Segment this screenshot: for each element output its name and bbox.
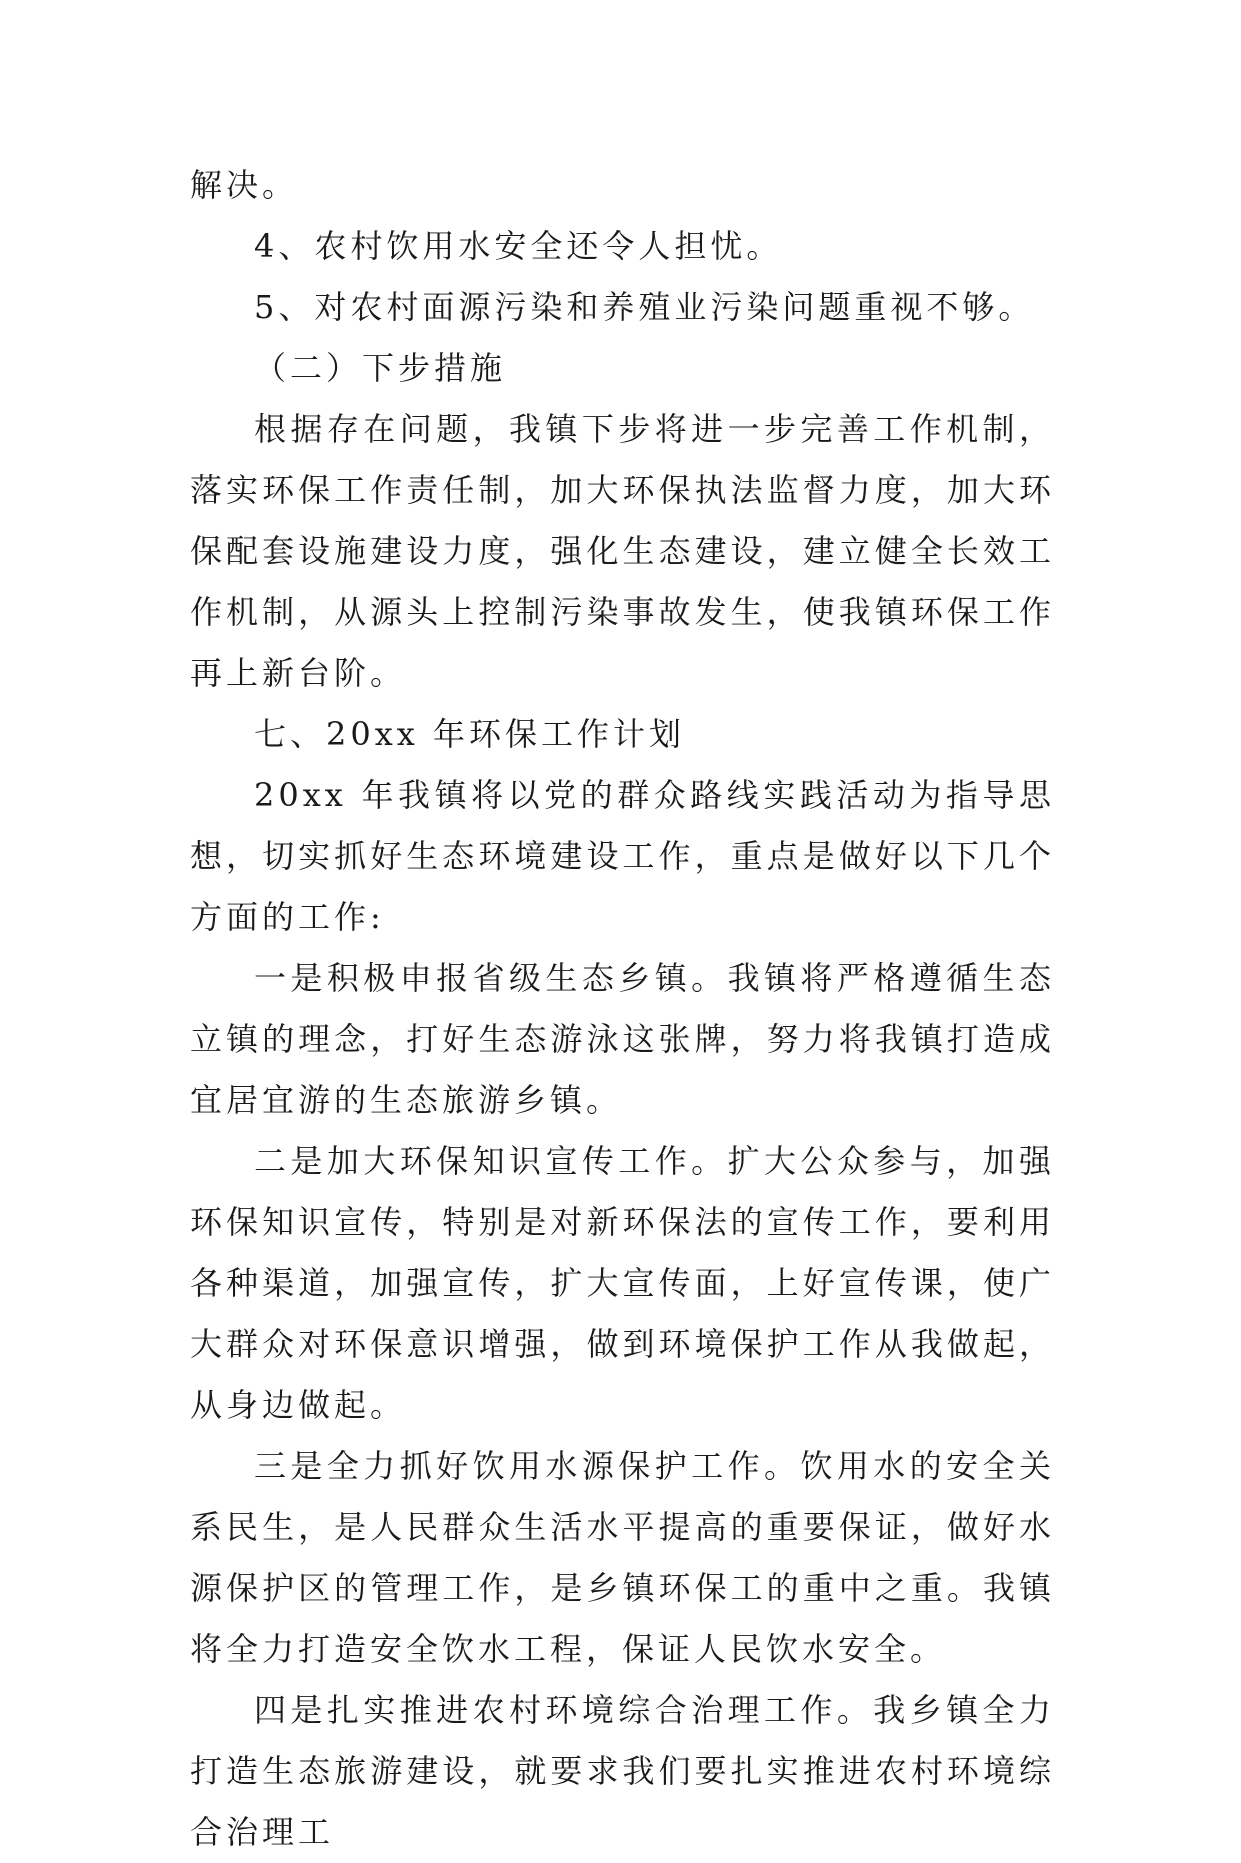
paragraph-continuation: 解决。 bbox=[190, 166, 299, 204]
section-heading: 七、20xx 年环保工作计划 bbox=[254, 715, 685, 753]
paragraph-plan-intro: 20xx 年我镇将以党的群众路线实践活动为指导思想，切实抓好生态环境建设工作，重点是做好以下几个方面的工作: bbox=[190, 776, 1055, 936]
paragraph-plan-3: 三是全力抓好饮用水源保护工作。饮用水的安全关系民生，是人民群众生活水平提高的重要保证，做好水源保护区的管理工作，是乡镇环保工的重中之重。我镇将全力打造安全饮水工程，保证人民饮水安全。 bbox=[190, 1447, 1055, 1668]
document-body bbox=[190, 155, 1055, 1863]
paragraph-item-4: 4、农村饮用水安全还令人担忧。 bbox=[254, 227, 783, 265]
paragraph-item-5: 5、对农村面源污染和养殖业污染问题重视不够。 bbox=[254, 288, 1035, 326]
paragraph-plan-4: 四是扎实推进农村环境综合治理工作。我乡镇全力打造生态旅游建设，就要求我们要扎实推进农村环境综合治理工 bbox=[190, 1691, 1055, 1851]
paragraph-measures: 根据存在问题，我镇下步将进一步完善工作机制，落实环保工作责任制，加大环保执法监督力度，加大环保配套设施建设力度，强化生态建设，建立健全长效工作机制，从源头上控制污染事故发生，使我镇环保工作再上新台阶。 bbox=[190, 410, 1055, 692]
section-subheading: （二）下步措施 bbox=[254, 349, 507, 387]
paragraph-plan-2: 二是加大环保知识宣传工作。扩大公众参与，加强环保知识宣传，特别是对新环保法的宣传工作，要利用各种渠道，加强宣传，扩大宣传面，上好宣传课，使广大群众对环保意识增强，做到环境保护工作从我做起，从身边做起。 bbox=[190, 1142, 1055, 1424]
paragraph-plan-1: 一是积极申报省级生态乡镇。我镇将严格遵循生态立镇的理念，打好生态游泳这张牌，努力将我镇打造成宜居宜游的生态旅游乡镇。 bbox=[190, 959, 1055, 1119]
